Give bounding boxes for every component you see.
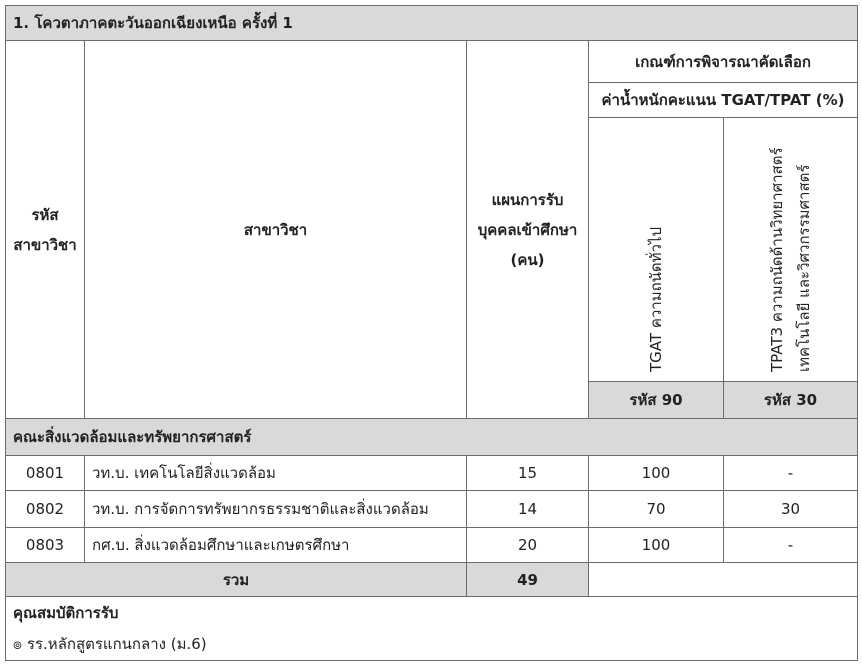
header-criteria: เกณฑ์การพิจารณาคัดเลือก <box>589 41 858 83</box>
cell-program: กศ.บ. สิ่งแวดล้อมศึกษาและเกษตรศึกษา <box>85 528 467 563</box>
total-blank <box>589 563 858 597</box>
cell-tpat3: - <box>724 456 858 491</box>
cell-tgat: 100 <box>589 456 724 491</box>
header-tpat3-code: รหัส 30 <box>724 382 858 419</box>
cell-plan: 20 <box>467 528 589 563</box>
total-label: รวม <box>6 563 467 597</box>
header-program: สาขาวิชา <box>85 41 467 419</box>
qualifications <box>6 597 858 661</box>
cell-code: 0803 <box>6 528 85 563</box>
header-code-line: รหัส <box>31 205 59 224</box>
cell-program: วท.บ. เทคโนโลยีสิ่งแวดล้อม <box>85 456 467 491</box>
header-tgat-code: รหัส 90 <box>589 382 724 419</box>
header-code <box>6 41 85 419</box>
header-plan <box>467 41 589 419</box>
table-row <box>6 528 858 563</box>
qualification-item: ๏ รร.หลักสูตรแกนกลาง (ม.6) <box>13 635 207 653</box>
cell-tgat: 100 <box>589 528 724 563</box>
cell-code: 0801 <box>6 456 85 491</box>
cell-plan: 14 <box>467 491 589 528</box>
cell-tpat3: 30 <box>724 491 858 528</box>
header-plan-line: แผนการรับ <box>491 190 564 209</box>
header-plan-line: (คน) <box>510 250 545 269</box>
header-tgat <box>589 118 724 382</box>
page-title: 1. โควตาภาคตะวันออกเฉียงเหนือ ครั้งที่ 1 <box>6 6 858 41</box>
table-row <box>6 456 858 491</box>
quota-table <box>5 5 858 661</box>
header-code-line: สาขาวิชา <box>13 235 77 254</box>
cell-tgat: 70 <box>589 491 724 528</box>
cell-program: วท.บ. การจัดการทรัพยากรธรรมชาติและสิ่งแวดล้อม <box>85 491 467 528</box>
header-weight: ค่าน้ำหนักคะแนน TGAT/TPAT (%) <box>589 83 858 118</box>
faculty-row: คณะสิ่งแวดล้อมและทรัพยากรศาสตร์ <box>6 419 858 456</box>
qualifications-heading: คุณสมบัติการรับ <box>13 604 119 622</box>
total-plan: 49 <box>467 563 589 597</box>
header-tpat3-line: เทคโนโลยี และวิศวกรรมศาสตร์ <box>794 164 813 372</box>
cell-code: 0802 <box>6 491 85 528</box>
header-tpat3-line: TPAT3 ความถนัดด้านวิทยาศาสตร์ <box>767 147 786 372</box>
header-tpat3 <box>724 118 858 382</box>
table-row <box>6 491 858 528</box>
header-plan-line: บุคคลเข้าศึกษา <box>477 220 578 239</box>
cell-plan: 15 <box>467 456 589 491</box>
cell-tpat3: - <box>724 528 858 563</box>
header-tgat-label: TGAT ความถนัดทั่วไป <box>646 226 665 372</box>
